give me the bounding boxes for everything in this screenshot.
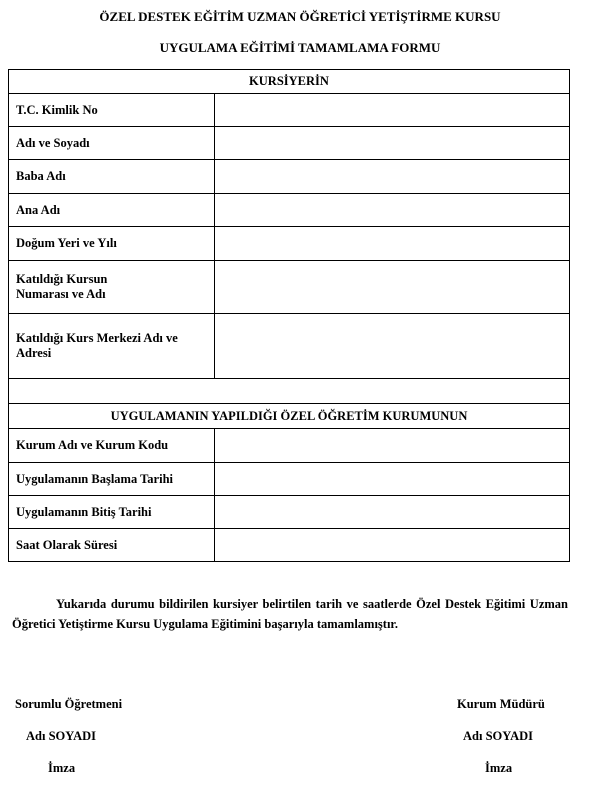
institution-heading-row bbox=[9, 404, 570, 429]
empty-spacer-cell bbox=[9, 379, 570, 404]
field-label-kurs-merkezi-adresi bbox=[9, 314, 215, 379]
table-row bbox=[9, 127, 570, 160]
field-label-tc-kimlik-no: T.C. Kimlik No bbox=[9, 94, 215, 127]
field-value-adi-soyadi[interactable] bbox=[215, 127, 570, 160]
signature-right-sign: İmza bbox=[485, 761, 513, 775]
table-row bbox=[9, 94, 570, 127]
field-label-line: Adresi bbox=[16, 346, 52, 360]
field-value-kurs-merkezi-adresi[interactable] bbox=[215, 314, 570, 379]
field-label-dogum-yeri-yili: Doğum Yeri ve Yılı bbox=[9, 227, 215, 261]
field-label-adi-soyadi: Adı ve Soyadı bbox=[9, 127, 215, 160]
completion-statement bbox=[12, 594, 568, 634]
field-label-baba-adi: Baba Adı bbox=[9, 160, 215, 194]
field-value-saat-suresi[interactable] bbox=[215, 529, 570, 562]
course-title: ÖZEL DESTEK EĞİTİM UZMAN ÖĞRETİCİ YETİŞTİRME KURSU bbox=[99, 9, 501, 24]
trainee-form-table bbox=[8, 69, 570, 562]
signature-right-role: Kurum Müdürü bbox=[457, 697, 545, 711]
field-label-line: Numarası ve Adı bbox=[16, 287, 106, 301]
field-label-kurs-numarasi-adi bbox=[9, 261, 215, 314]
signature-left-role: Sorumlu Öğretmeni bbox=[15, 697, 123, 711]
trainee-heading-row bbox=[9, 70, 570, 94]
table-row bbox=[9, 314, 570, 379]
field-label-bitis-tarihi: Uygulamanın Bitiş Tarihi bbox=[9, 496, 215, 529]
field-value-kurs-numarasi-adi[interactable] bbox=[215, 261, 570, 314]
table-row bbox=[9, 261, 570, 314]
signature-right-name: Adı SOYADI bbox=[463, 729, 534, 743]
field-value-baslama-tarihi[interactable] bbox=[215, 463, 570, 496]
institution-section-heading: UYGULAMANIN YAPILDIĞI ÖZEL ÖĞRETİM KURUMUNUN bbox=[9, 404, 570, 429]
field-value-tc-kimlik-no[interactable] bbox=[215, 94, 570, 127]
table-row bbox=[9, 496, 570, 529]
field-label-kurum-adi-kodu: Kurum Adı ve Kurum Kodu bbox=[9, 429, 215, 463]
field-label-line: Katıldığı Kursun bbox=[16, 272, 108, 286]
field-label-baslama-tarihi: Uygulamanın Başlama Tarihi bbox=[9, 463, 215, 496]
signature-left-sign: İmza bbox=[48, 761, 76, 775]
spacer-row bbox=[9, 379, 570, 404]
field-label-saat-suresi: Saat Olarak Süresi bbox=[9, 529, 215, 562]
field-value-baba-adi[interactable] bbox=[215, 160, 570, 194]
field-value-dogum-yeri-yili[interactable] bbox=[215, 227, 570, 261]
table-row bbox=[9, 227, 570, 261]
signature-left-name: Adı SOYADI bbox=[26, 729, 97, 743]
table-row bbox=[9, 160, 570, 194]
table-row bbox=[9, 463, 570, 496]
table-row bbox=[9, 529, 570, 562]
field-value-bitis-tarihi[interactable] bbox=[215, 496, 570, 529]
form-title: UYGULAMA EĞİTİMİ TAMAMLAMA FORMU bbox=[159, 40, 441, 55]
field-label-ana-adi: Ana Adı bbox=[9, 194, 215, 227]
table-row bbox=[9, 429, 570, 463]
completion-statement-text: Yukarıda durumu bildirilen kursiyer belirtilen tarih ve saatlerde Özel Destek Eğitimi Uzman Öğretici Yetiştirme Kursu Uygulama Eğitimini başarıyla tamamlamıştır. bbox=[12, 597, 568, 631]
field-value-ana-adi[interactable] bbox=[215, 194, 570, 227]
field-label-line: Katıldığı Kurs Merkezi Adı ve bbox=[16, 331, 178, 345]
trainee-section-heading: KURSİYERİN bbox=[9, 70, 570, 94]
table-row bbox=[9, 194, 570, 227]
field-value-kurum-adi-kodu[interactable] bbox=[215, 429, 570, 463]
